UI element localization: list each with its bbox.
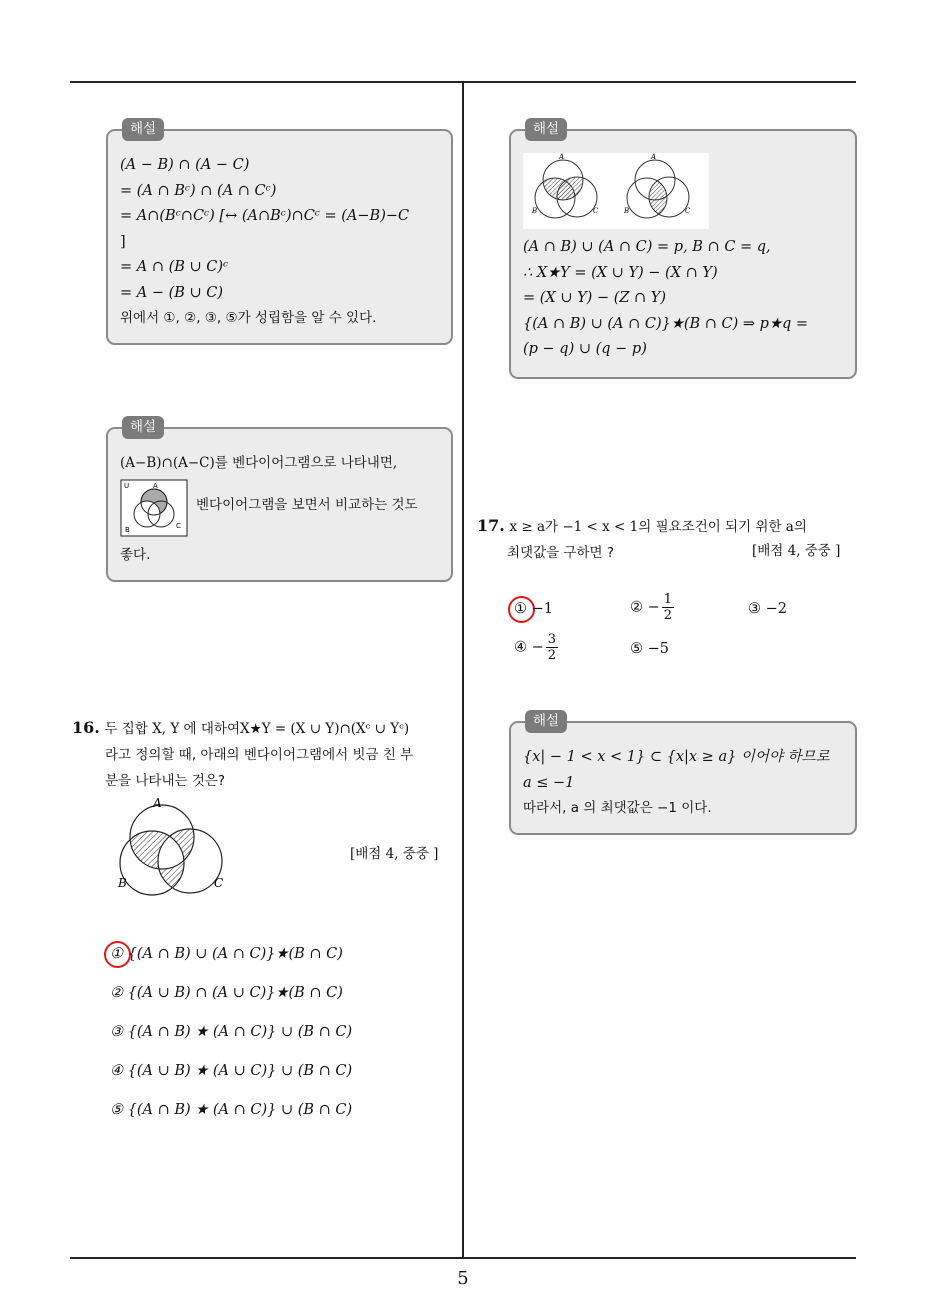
solution-tag: 해설	[525, 118, 567, 141]
question-text: 라고 정의할 때, 아래의 벤다이어그램에서 빗금 친 부	[105, 747, 414, 763]
choice-2[interactable]: ② {(A ∪ B) ∩ (A ∪ C)}★(B ∩ C)	[110, 985, 343, 1001]
solution-line: a ≤ −1	[523, 774, 575, 791]
solution-line: = A∩(Bᶜ∩Cᶜ) [↔ (A∩Bᶜ)∩Cᶜ = (A−B)−C	[120, 208, 410, 224]
question-text: 두 집합 X, Y 에 대하여X★Y = (X ∪ Y)∩(Xᶜ ∪ Yᶜ)	[104, 721, 410, 737]
solution-line: = A ∩ (B ∪ C)ᶜ	[120, 259, 229, 275]
venn-label-b: B	[125, 525, 130, 534]
solution-line: {x| − 1 < x < 1} ⊂ {x|x ≥ a} 이어야 하므로	[523, 749, 830, 765]
choice-5[interactable]: ⑤ −5	[630, 641, 669, 657]
venn-label-c: C	[685, 207, 691, 215]
solution-line: 따라서, a 의 최댓값은 −1 이다.	[523, 800, 712, 816]
venn-label-a: A	[153, 796, 162, 810]
page-number: 5	[457, 1268, 469, 1289]
fraction-numerator: 3	[547, 632, 557, 647]
solution-line: {(A ∩ B) ∪ (A ∩ C)}★(B ∩ C) ⇒ p★q =	[523, 315, 808, 332]
fraction-numerator: 1	[663, 592, 673, 607]
question-meta: [배점 4, 중중 ]	[752, 543, 841, 559]
question-text: 분을 나타내는 것은?	[105, 773, 226, 789]
solution-line: 위에서 ①, ②, ③, ⑤가 성립함을 알 수 있다.	[120, 310, 377, 326]
solution-tag: 해설	[122, 118, 164, 141]
solution-tag: 해설	[122, 416, 164, 439]
column-divider	[462, 82, 464, 1258]
question-16	[72, 715, 457, 794]
solution-line: = (A ∩ Bᶜ) ∩ (A ∩ Cᶜ)	[120, 182, 277, 199]
solution-line: ∴ X★Y = (X ∪ Y) − (X ∩ Y)	[523, 264, 718, 281]
solution-line: (p − q) ∪ (q − p)	[523, 341, 647, 357]
choice-3[interactable]: ③ {(A ∩ B) ★ (A ∩ C)} ∪ (B ∩ C)	[110, 1024, 353, 1040]
venn-label-b: B	[532, 207, 538, 215]
venn-diagram-small	[120, 479, 188, 537]
solution-box-q15	[106, 419, 453, 582]
venn-label-b: B	[118, 876, 127, 890]
solution-line: 좋다.	[120, 546, 151, 563]
choice-5[interactable]: ⑤ {(A ∩ B) ★ (A ∩ C)} ∪ (B ∩ C)	[110, 1102, 353, 1118]
choice-prefix: ④ −	[514, 639, 544, 656]
solution-tag: 해설	[525, 710, 567, 733]
solution-line: = (X ∪ Y) − (Z ∩ Y)	[523, 290, 667, 306]
solution-line: (A − B) ∩ (A − C)	[120, 157, 250, 173]
question-text: 최댓값을 구하면 ?	[507, 545, 615, 561]
solution-line: (A−B)∩(A−C)를 벤다이어그램으로 나타내면,	[120, 455, 398, 471]
solution-line: = A − (B ∪ C)	[120, 284, 224, 301]
footer-rule	[70, 1257, 856, 1259]
fraction-denominator: 2	[547, 648, 557, 663]
question-number: 17.	[477, 516, 505, 535]
venn-label-a: A	[651, 153, 657, 161]
solution-box-q14	[106, 121, 453, 345]
choice-4[interactable]: ④ {(A ∪ B) ★ (A ∪ C)} ∪ (B ∩ C)	[110, 1063, 353, 1079]
choice-1[interactable]: ① {(A ∩ B) ∪ (A ∩ C)}★(B ∩ C)	[110, 946, 343, 962]
question-number: 16.	[72, 718, 100, 737]
choice-4[interactable]	[514, 632, 560, 663]
venn-label-c: C	[214, 876, 224, 890]
venn-diagrams-pair	[523, 153, 709, 229]
venn-diagram-q16	[110, 795, 240, 905]
solution-line: (A ∩ B) ∪ (A ∩ C) = p, B ∩ C = q,	[523, 239, 771, 255]
question-meta: [배점 4, 중중 ]	[350, 846, 439, 862]
solution-box-q17	[509, 713, 857, 835]
venn-label-a: A	[559, 153, 565, 161]
question-text: x ≥ a가 −1 < x < 1의 필요조건이 되기 위한 a의	[509, 519, 807, 535]
venn-label-u: U	[124, 481, 130, 490]
fraction-denominator: 2	[663, 608, 673, 623]
venn-label-a: A	[153, 481, 158, 490]
fraction	[546, 632, 558, 663]
choice-1[interactable]: ① −1	[514, 601, 553, 617]
solution-box-q16	[509, 121, 857, 379]
solution-line: ]	[120, 233, 126, 250]
solution-line: 벤다이어그램을 보면서 비교하는 것도	[196, 496, 418, 513]
choice-2[interactable]	[630, 592, 676, 623]
venn-label-c: C	[593, 207, 599, 215]
venn-label-b: B	[624, 207, 630, 215]
choice-3[interactable]: ③ −2	[748, 601, 787, 617]
fraction	[662, 592, 674, 623]
choice-prefix: ② −	[630, 599, 660, 616]
venn-label-c: C	[176, 521, 181, 530]
